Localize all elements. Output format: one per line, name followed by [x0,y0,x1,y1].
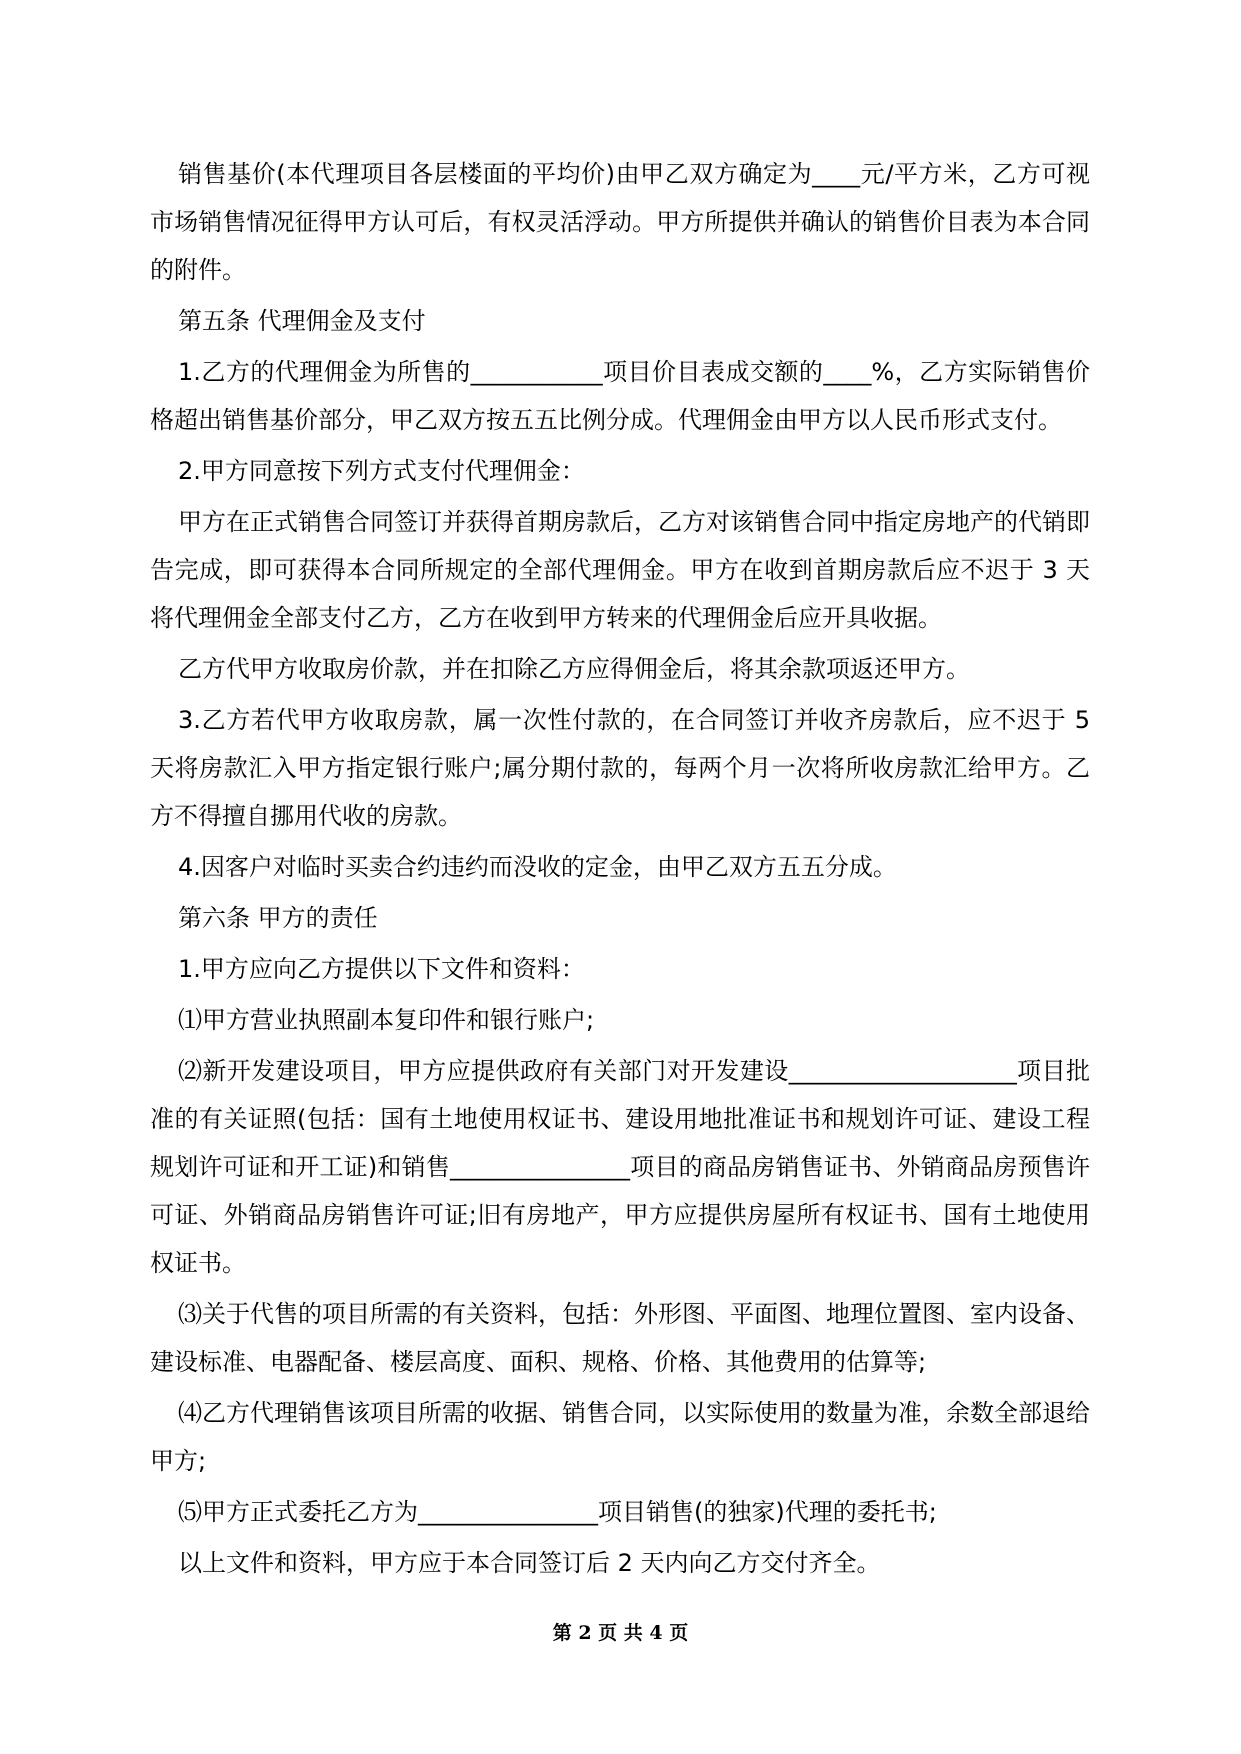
list-item-power-of-attorney: ⑸甲方正式委托乙方为_______________项目销售(的独家)代理的委托书; [178,1498,937,1526]
document-body [150,150,1098,1590]
paragraph-collect-payment: 乙方代甲方收取房价款，并在扣除乙方应得佣金后，将其余款项返还甲方。 [178,655,970,683]
paragraph-payment-timing: 甲方在正式销售合同签订并获得首期房款后，乙方对该销售合同中指定房地产的代销即告完成，即可获得本合同所规定的全部代理佣金。甲方在收到首期房款后应不迟于 3 天将代理佣金全部支付乙方，乙方在收到甲方转来的代理佣金后应开具收据。 [150,508,1090,632]
paragraph-payment-method: 2.甲方同意按下列方式支付代理佣金： [178,457,585,485]
paragraph-delivery-deadline: 以上文件和资料，甲方应于本合同签订后 2 天内向乙方交付齐全。 [178,1549,881,1577]
page-number-footer: 第 2 页 共 4 页 [552,1622,689,1644]
paragraph-remit-payment: 3.乙方若代甲方收取房款，属一次性付款的，在合同签订并收齐房款后，应不迟于 5 天将房款汇入甲方指定银行账户;属分期付款的，每两个月一次将所收房款汇给甲方。乙方不得擅自挪用代收的房款。 [150,706,1098,830]
list-item-business-license: ⑴甲方营业执照副本复印件和银行账户; [178,1006,595,1034]
heading-article-6: 第六条 甲方的责任 [178,904,378,932]
list-item-permits: ⑵新开发建设项目，甲方应提供政府有关部门对开发建设___________________项目批准的有关证照(包括：国有土地使用权证书、建设用地批准证书和规划许可证、建设工程规划许可证和开工证)和销售_______________项目的商品房销售证书、外销商品房预售许可证、外销商品房销售许可证;旧有房地产，甲方应提供房屋所有权证书、国有土地使用权证书。 [150,1057,1090,1277]
paragraph-commission-rate: 1.乙方的代理佣金为所售的___________项目价目表成交额的____%，乙方实际销售价格超出销售基价部分，甲乙双方按五五比例分成。代理佣金由甲方以人民币形式支付。 [150,358,1090,434]
paragraph-documents-intro: 1.甲方应向乙方提供以下文件和资料： [178,955,585,983]
paragraph-sales-base-price: 销售基价(本代理项目各层楼面的平均价)由甲乙双方确定为____元/平方米，乙方可视市场销售情况征得甲方认可后，有权灵活浮动。甲方所提供并确认的销售价目表为本合同的附件。 [150,160,1090,284]
paragraph-forfeited-deposit: 4.因客户对临时买卖合约违约而没收的定金，由甲乙双方五五分成。 [178,853,897,881]
list-item-receipts-contracts: ⑷乙方代理销售该项目所需的收据、销售合同，以实际使用的数量为准，余数全部退给甲方; [150,1399,1090,1475]
list-item-project-materials: ⑶关于代售的项目所需的有关资料，包括：外形图、平面图、地理位置图、室内设备、建设标准、电器配备、楼层高度、面积、规格、价格、其他费用的估算等; [150,1300,1090,1376]
heading-article-5: 第五条 代理佣金及支付 [178,307,426,335]
